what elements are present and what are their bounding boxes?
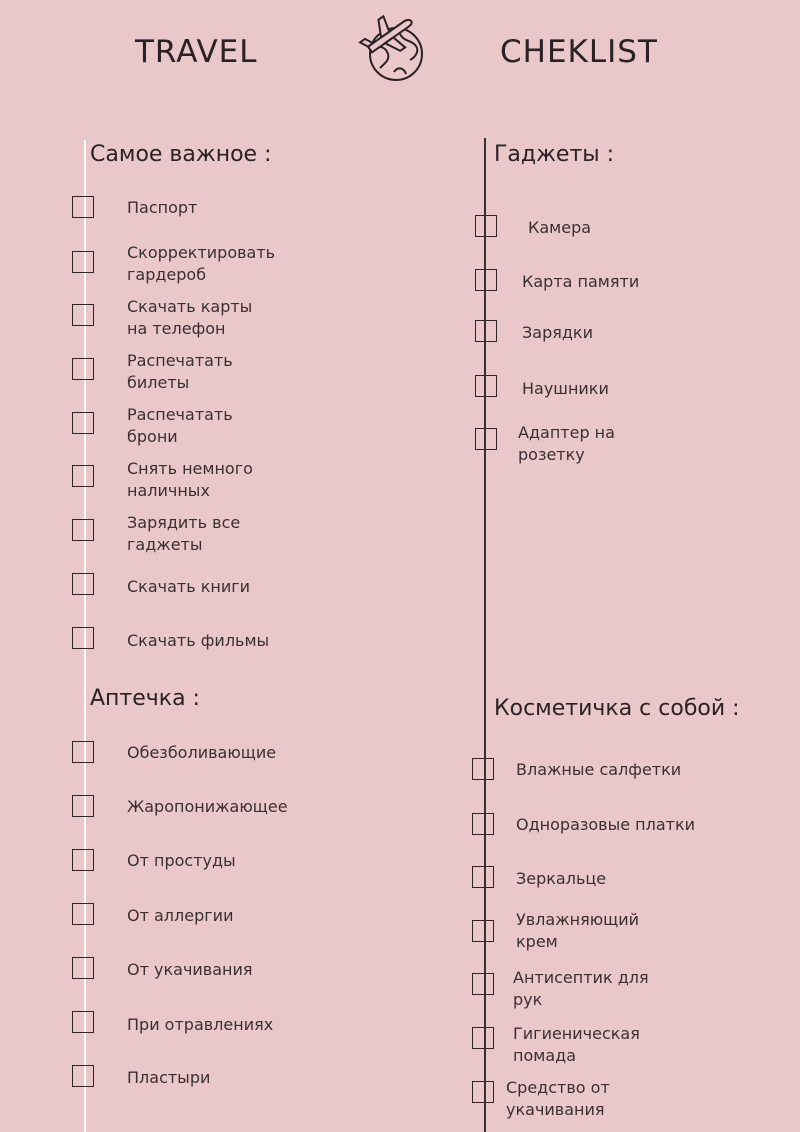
checklist-item-label: Гигиеническая помада [513, 1024, 640, 1065]
checklist-item-label: Одноразовые платки [516, 815, 696, 834]
checkbox[interactable] [72, 903, 94, 925]
checklist-item-label: Скорректировать гардероб [127, 243, 276, 284]
section-title-first-aid: Аптечка : [90, 686, 200, 711]
section-title-cosmetics: Косметичка с собой : [494, 696, 740, 721]
checkbox[interactable] [472, 1081, 494, 1103]
checklist-item-label: Карта памяти [522, 272, 640, 291]
checkbox[interactable] [72, 465, 94, 487]
checkbox[interactable] [72, 627, 94, 649]
title-travel: TRAVEL [135, 34, 258, 70]
checklist-item-label: От простуды [127, 851, 236, 870]
checkbox[interactable] [475, 428, 497, 450]
checkbox[interactable] [72, 358, 94, 380]
globe-airplane-icon [358, 14, 430, 82]
checkbox[interactable] [72, 795, 94, 817]
checkbox[interactable] [72, 1011, 94, 1033]
checklist-item-label: Скачать карты на телефон [127, 297, 253, 338]
checklist-item-label: Пластыри [127, 1068, 211, 1087]
checkbox[interactable] [72, 412, 94, 434]
checkbox[interactable] [475, 215, 497, 237]
checklist-item-label: Зеркальце [516, 869, 607, 888]
checkbox[interactable] [472, 758, 494, 780]
section-title-important: Самое важное : [90, 142, 272, 167]
checkbox[interactable] [472, 866, 494, 888]
checkbox[interactable] [72, 741, 94, 763]
checkbox[interactable] [472, 813, 494, 835]
checklist-item-label: От укачивания [127, 960, 253, 979]
checklist-item-label: Средство от укачивания [506, 1078, 610, 1119]
checkbox[interactable] [72, 519, 94, 541]
checkbox[interactable] [472, 973, 494, 995]
checkbox[interactable] [472, 920, 494, 942]
checklist-item-label: Снять немного наличных [127, 459, 253, 500]
checkbox[interactable] [72, 304, 94, 326]
checklist-item-label: Адаптер на розетку [518, 423, 615, 464]
checklist-item-label: Паспорт [127, 198, 198, 217]
checkbox[interactable] [72, 196, 94, 218]
checklist-item-label: Зарядить все гаджеты [127, 513, 241, 554]
checkbox[interactable] [475, 375, 497, 397]
checklist-item-label: Зарядки [522, 323, 593, 342]
checklist-item-label: При отравлениях [127, 1015, 274, 1034]
checklist-item-label: Влажные салфетки [516, 760, 682, 779]
checklist-item-label: Камера [528, 218, 592, 237]
checklist-item-label: Антисептик для рук [513, 968, 649, 1009]
checkbox[interactable] [72, 849, 94, 871]
checkbox[interactable] [72, 1065, 94, 1087]
checkbox[interactable] [475, 320, 497, 342]
checklist-item-label: От аллергии [127, 906, 234, 925]
checkbox[interactable] [472, 1027, 494, 1049]
checklist-item-label: Наушники [522, 379, 609, 398]
checklist-item-label: Обезболивающие [127, 743, 277, 762]
checklist-item-label: Распечатать брони [127, 405, 233, 446]
checklist-item-label: Скачать фильмы [127, 631, 270, 650]
checkbox[interactable] [72, 251, 94, 273]
title-checklist: CHEKLIST [500, 34, 658, 70]
section-title-gadgets: Гаджеты : [494, 142, 615, 167]
checklist-item-label: Скачать книги [127, 577, 251, 596]
checklist-item-label: Увлажняющий крем [516, 910, 640, 951]
checklist-item-label: Распечатать билеты [127, 351, 233, 392]
checkbox[interactable] [72, 573, 94, 595]
checklist-item-label: Жаропонижающее [127, 797, 288, 816]
checkbox[interactable] [72, 957, 94, 979]
checkbox[interactable] [475, 269, 497, 291]
